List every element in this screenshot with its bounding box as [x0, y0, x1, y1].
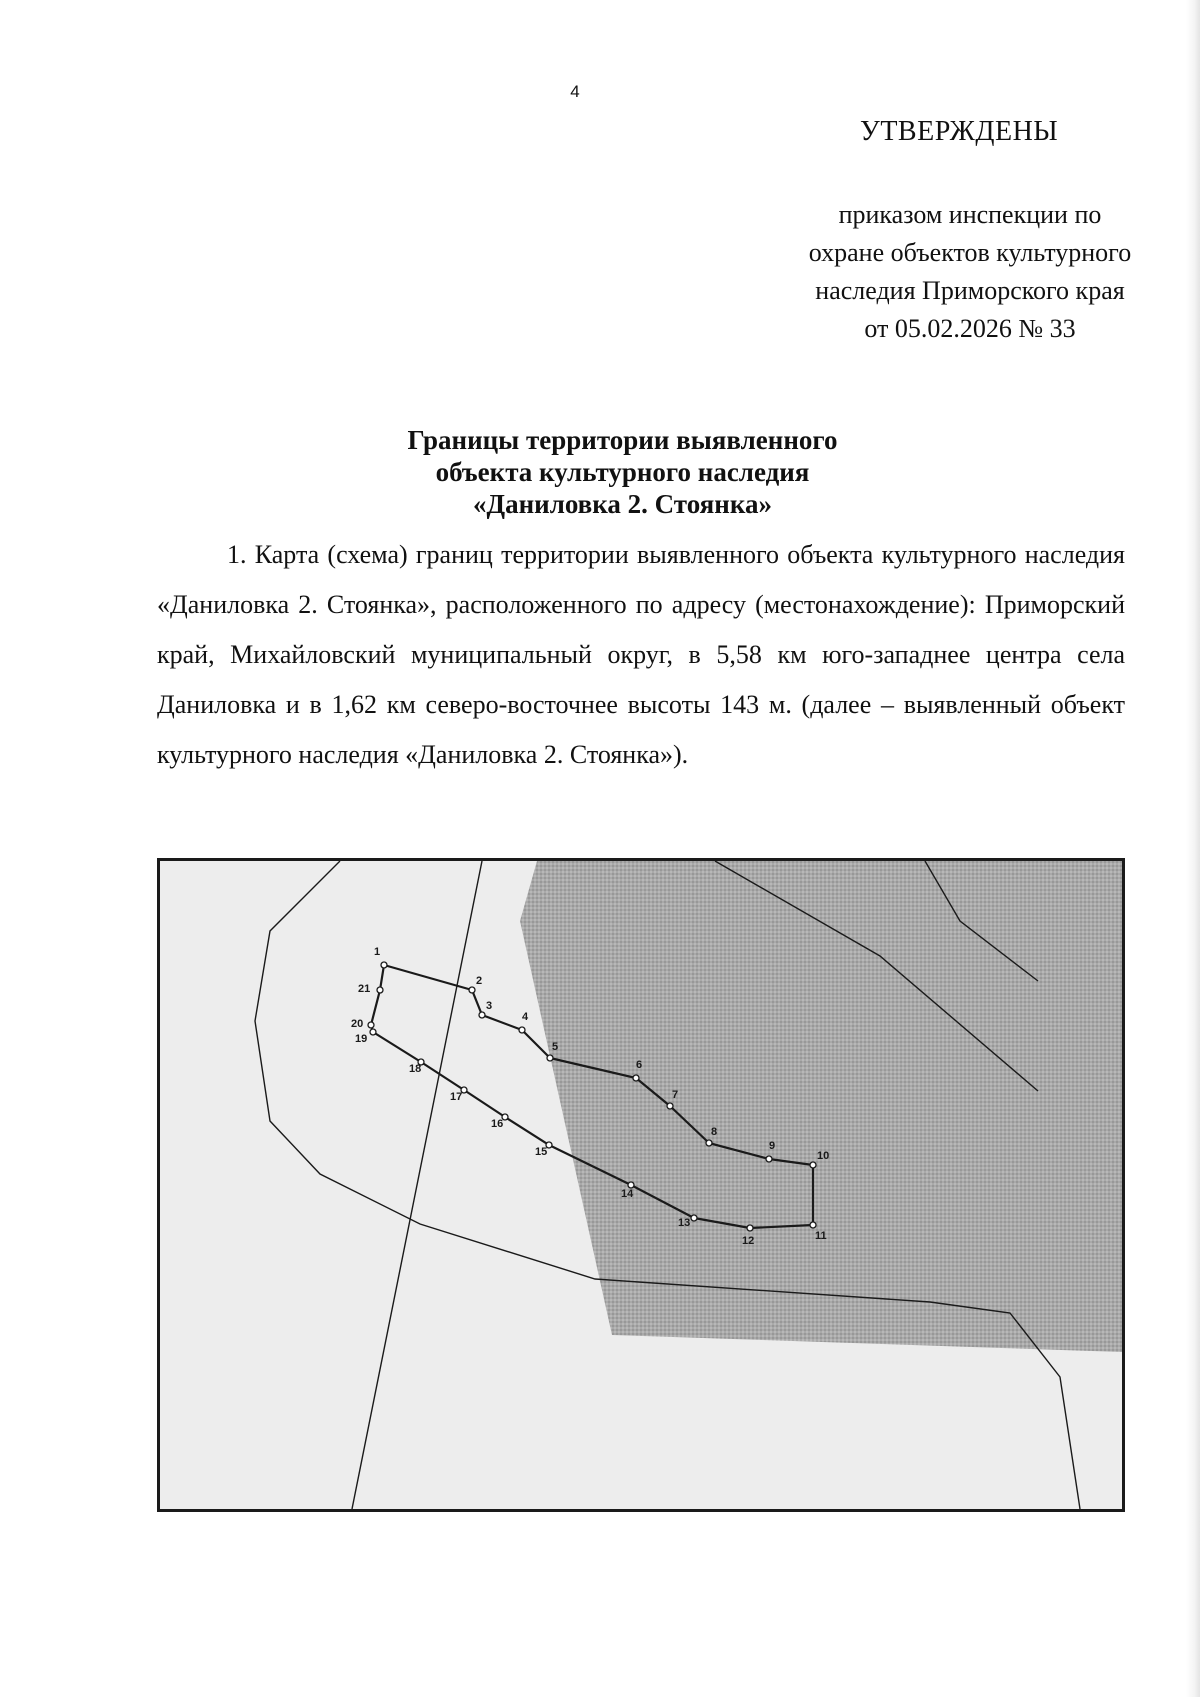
boundary-point-marker: [633, 1075, 639, 1081]
boundary-point-label: 1: [374, 946, 381, 958]
map-background-layer: [160, 861, 1122, 1509]
approval-heading: УТВЕРЖДЕНЫ: [860, 116, 1059, 147]
boundary-point-marker: [519, 1027, 525, 1033]
boundary-point-label: 18: [409, 1063, 422, 1075]
boundary-point-label: 8: [711, 1126, 718, 1138]
boundary-point-marker: [706, 1140, 712, 1146]
boundary-map: [157, 858, 1125, 1512]
document-title: [200, 424, 1045, 520]
boundary-point-label: 15: [535, 1146, 548, 1158]
approval-line-date: от 05.02.2026 № 33: [864, 314, 1076, 343]
boundary-point-marker: [469, 987, 475, 993]
boundary-point-label: 4: [522, 1011, 529, 1023]
boundary-point-marker: [479, 1012, 485, 1018]
title-line: Границы территории выявленного: [407, 425, 838, 455]
boundary-point-marker: [377, 987, 383, 993]
boundary-point-marker: [810, 1162, 816, 1168]
boundary-point-marker: [691, 1215, 697, 1221]
boundary-point-marker: [370, 1029, 376, 1035]
boundary-point-marker: [810, 1222, 816, 1228]
boundary-point-label: 19: [355, 1033, 368, 1045]
approval-line: охране объектов культурного: [808, 238, 1132, 267]
boundary-point-marker: [368, 1022, 374, 1028]
boundary-map-drawing: [160, 861, 1122, 1509]
boundary-point-label: 13: [678, 1217, 691, 1229]
boundary-point-label: 21: [358, 983, 371, 995]
boundary-point-marker: [381, 962, 387, 968]
boundary-point-marker: [766, 1156, 772, 1162]
boundary-point-label: 12: [742, 1235, 755, 1247]
boundary-point-label: 20: [351, 1018, 364, 1030]
boundary-point-label: 17: [450, 1091, 463, 1103]
boundary-point-marker: [547, 1055, 553, 1061]
approval-line: наследия Приморского края: [815, 276, 1125, 305]
approval-line: приказом инспекции по: [838, 200, 1102, 229]
boundary-point-label: 11: [815, 1230, 827, 1242]
boundary-point-marker: [747, 1225, 753, 1231]
title-line: «Даниловка 2. Стоянка»: [473, 489, 772, 519]
approval-block: [775, 196, 1165, 348]
boundary-point-label: 7: [672, 1089, 679, 1101]
boundary-point-label: 9: [769, 1140, 776, 1152]
boundary-point-marker: [667, 1103, 673, 1109]
boundary-point-label: 5: [552, 1041, 559, 1053]
page-number: 4: [570, 82, 580, 101]
boundary-point-label: 3: [486, 1000, 493, 1012]
boundary-point-label: 6: [636, 1059, 643, 1071]
scan-shadow-edge: [1186, 0, 1200, 1697]
map-hatched-area: [520, 861, 1122, 1352]
title-line: объекта культурного наследия: [435, 457, 810, 487]
boundary-point-label: 14: [621, 1188, 634, 1200]
boundary-point-label: 2: [476, 975, 483, 987]
boundary-point-label: 16: [491, 1118, 504, 1130]
description-paragraph: 1. Карта (схема) границ территории выявленного объекта культурного наследия «Даниловка 2. Стоянка», расположенного по адресу (местонахождение): Приморский край, Михайловский муниципальный округ, в 5,58 км юго-западнее центра села Даниловка и в 1,62 км северо-восточнее высоты 143 м. (далее – выявленный объект культурного наследия «Даниловка 2. Стоянка»).: [157, 540, 1125, 769]
boundary-point-label: 10: [817, 1150, 830, 1162]
